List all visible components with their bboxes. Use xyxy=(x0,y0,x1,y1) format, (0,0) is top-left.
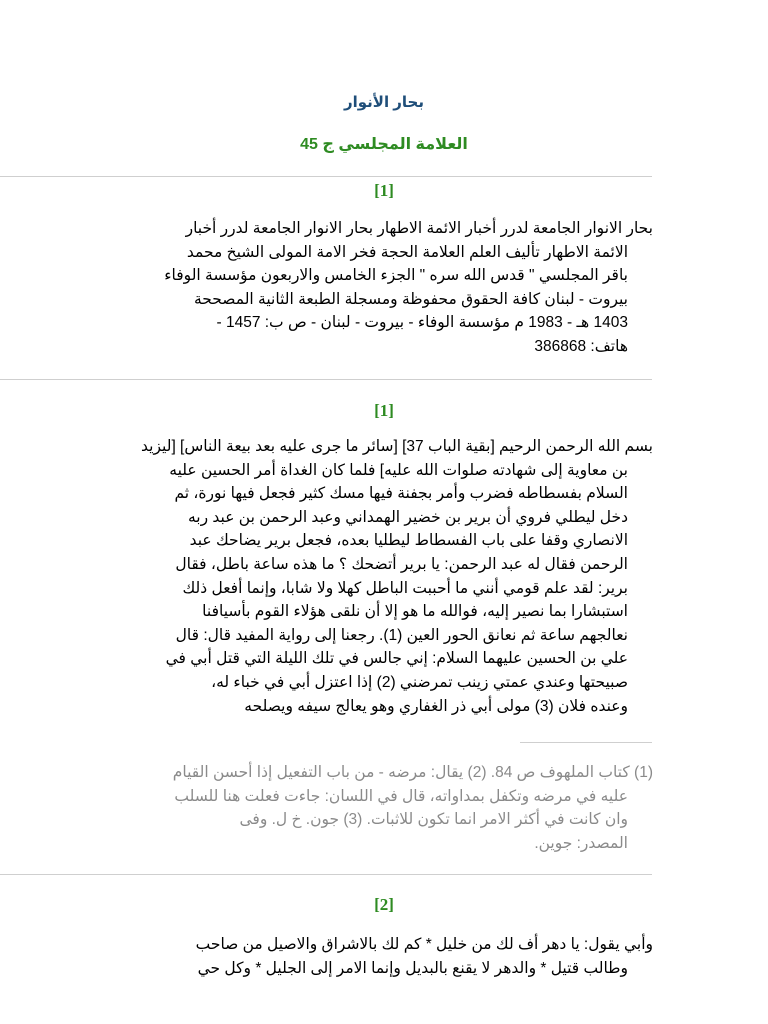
text-line: الرحمن فقال له عبد الرحمن: يا برير أتضحك ؟ ما هذه ساعة باطل، فقال xyxy=(175,555,628,573)
footnote-line: وان كانت في أكثر الامر انما تكون للاثبات. (3) جون. خ ل. وفى xyxy=(239,811,628,829)
text-line: 1403 هـ - 1983 م مؤسسة الوفاء - بيروت - لبنان - ص ب: 1457 - xyxy=(216,314,628,332)
footnote-divider xyxy=(520,742,652,743)
page-number-label: [1] xyxy=(374,181,394,200)
book-subtitle: العلامة المجلسي ج 45 xyxy=(300,136,468,153)
text-line: وطالب قتيل * والدهر لا يقنع بالبديل وإنما الامر إلى الجليل * وكل حي xyxy=(197,959,628,977)
text-line: صبيحتها وعندي عمتي زينب تمرضني (2) إذا اعتزل أبي في خباء له، xyxy=(211,673,628,691)
footnotes-paragraph xyxy=(118,761,653,855)
text-line: نعالجهم ساعة ثم نعانق الحور العين (1). رجعنا إلى رواية المفيد قال: قال xyxy=(175,626,628,644)
book-title: بحار الأنوار xyxy=(343,94,424,111)
footnote-line: المصدر: جوين. xyxy=(534,834,628,852)
publication-info-paragraph xyxy=(118,217,653,359)
footnote-line: عليه في مرضه وتكفل بمداواته، قال في اللسان: جاءت فعلت هنا للسلب xyxy=(174,787,628,805)
text-line: الانصاري وقفا على باب الفسطاط ليطليا بعده، فجعل برير يضاحك عبد xyxy=(189,532,628,550)
text-line: وعنده فلان (3) مولى أبي ذر الغفاري وهو يعالج سيفه ويصلحه xyxy=(244,697,628,715)
section-divider xyxy=(0,379,652,380)
page-number-label: [2] xyxy=(374,895,394,914)
section-divider xyxy=(0,874,652,875)
poem-text-paragraph xyxy=(118,933,653,980)
text-line: استبشارا بما نصير إليه، فوالله ما هو إلا أن نلقى هؤلاء القوم بأسيافنا xyxy=(202,603,628,621)
text-line: بيروت - لبنان كافة الحقوق محفوظة ومسجلة الطبعة الثانية المصححة xyxy=(193,290,628,308)
main-text-paragraph xyxy=(118,435,653,718)
footnote-line: (1) كتاب الملهوف ص 84. (2) يقال: مرضه - من باب التفعيل إذا أحسن القيام xyxy=(172,764,653,781)
text-line: بحار الانوار الجامعة لدرر أخبار الائمة الاطهار بحار الانوار الجامعة لدرر أخبار xyxy=(185,220,653,237)
text-line: بسم الله الرحمن الرحيم [بقية الباب 37] [سائر ما جرى عليه بعد بيعة الناس] [ليزيد xyxy=(141,438,653,455)
text-line: الائمة الاطهار تأليف العلم العلامة الحجة فخر الامة المولى الشيخ محمد xyxy=(186,243,628,261)
text-line: وأبي يقول: يا دهر أف لك من خليل * كم لك بالاشراق والاصيل من صاحب xyxy=(195,936,653,953)
text-line: السلام بفسطاطه فضرب وأمر بجفنة فيها مسك كثير فجعل فيها نورة، ثم xyxy=(174,485,628,503)
section-divider xyxy=(0,176,652,177)
text-line: دخل ليطلي فروي أن برير بن خضير الهمداني وعبد الرحمن بن عبد ربه xyxy=(188,508,628,526)
text-line: باقر المجلسي " قدس الله سره " الجزء الخامس والاربعون مؤسسة الوفاء xyxy=(164,267,628,285)
text-line: هاتف: 386868 xyxy=(534,337,628,355)
text-line: بن معاوية إلى شهادته صلوات الله عليه] فلما كان الغداة أمر الحسين عليه xyxy=(169,461,628,479)
text-line: برير: لقد علم قومي أنني ما أحببت الباطل كهلا ولا شابا، وإنما أفعل ذلك xyxy=(182,579,628,597)
text-line: علي بن الحسين عليهما السلام: إني جالس في تلك الليلة التي قتل أبي في xyxy=(165,650,628,668)
page-number-label: [1] xyxy=(374,401,394,420)
